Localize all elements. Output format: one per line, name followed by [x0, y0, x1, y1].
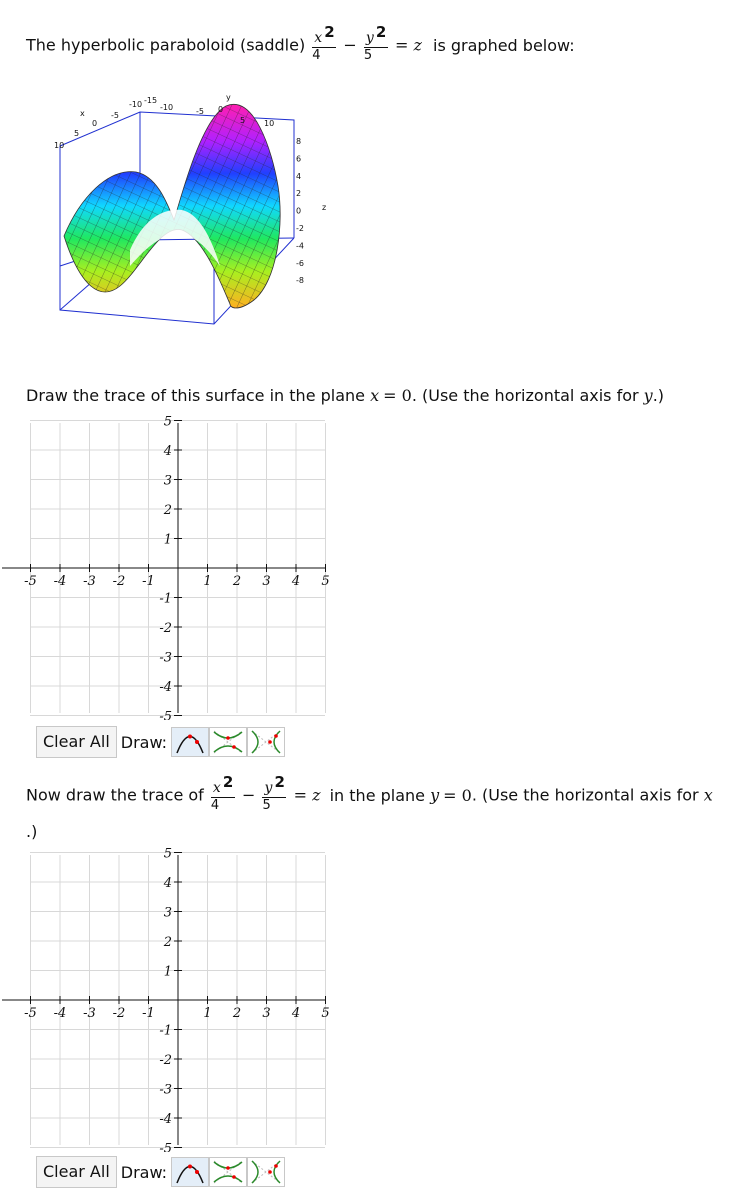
saddle-svg: [40, 90, 340, 365]
x-axis-label-3d: x: [80, 109, 85, 118]
x-tick-label: 3: [262, 1006, 271, 1021]
graph-1-canvas[interactable]: [0, 415, 340, 720]
x-tick-3d: 5: [74, 129, 80, 138]
x-tick-label: -4: [53, 574, 67, 589]
y-tick-label: 5: [163, 415, 172, 430]
z-tick-3d: -2: [296, 224, 304, 233]
hyperbola-horizontal-icon: [248, 728, 284, 756]
x-fraction: x 2 4: [312, 23, 335, 63]
x-tick-3d: -15: [144, 96, 158, 105]
x-tick-label: -3: [83, 1006, 96, 1021]
z-tick-3d: 4: [296, 171, 302, 181]
intro-suffix: is graphed below:: [433, 35, 575, 55]
y-tick-label: -2: [159, 1053, 172, 1068]
y-tick-label: -4: [159, 680, 172, 695]
y-tick-label: -1: [159, 1023, 172, 1039]
y-tick-label: -4: [159, 1112, 172, 1127]
toolbar-2: [36, 1157, 285, 1187]
y-tick-label: -2: [159, 621, 172, 636]
z-tick-3d: 2: [296, 189, 302, 199]
intro-line: The hyperbolic paraboloid (saddle) x 2 4 − y 2 5 = z is graphed below:: [26, 23, 575, 63]
y-tick-label: 4: [163, 876, 172, 891]
x-tick-label: -2: [112, 1006, 126, 1021]
y-tick-3d: -10: [160, 103, 174, 112]
y-tick-label: -5: [159, 1141, 172, 1152]
z-axis-label-3d: z: [322, 203, 327, 212]
x-tick-label: 2: [232, 1006, 242, 1021]
y-tick-label: 2: [163, 503, 172, 518]
hyperbola-horizontal-tool-2[interactable]: [247, 1157, 285, 1187]
toolbar-1: [36, 727, 285, 757]
question-2-end: .): [26, 822, 38, 841]
parabola-tool-2[interactable]: [171, 1157, 209, 1187]
x-tick-3d: -10: [129, 100, 143, 109]
x-tick-label: -5: [24, 574, 37, 589]
x-tick-3d: 10: [54, 141, 65, 150]
x-tick-label: -1: [142, 1006, 155, 1021]
graph-2[interactable]: [0, 847, 340, 1152]
parabola-icon: [172, 1158, 208, 1186]
y-fraction-2: y 2 5: [262, 773, 285, 813]
parabola-icon: [172, 728, 208, 756]
z-tick-3d: 6: [296, 154, 302, 164]
x-tick-label: 1: [203, 574, 212, 589]
y-tick-label: 3: [163, 905, 172, 921]
hyperbola-horizontal-tool[interactable]: [247, 727, 285, 757]
y-tick-label: 1: [163, 964, 172, 980]
y-tick-label: 1: [163, 532, 172, 548]
y-tick-label: 3: [163, 473, 172, 489]
saddle-3d-plot: [40, 90, 340, 365]
y-axis-label-3d: y: [226, 93, 231, 102]
x-tick-label: 4: [291, 574, 301, 589]
y-tick-label: -3: [159, 1082, 172, 1098]
y-fraction: y 2 5: [363, 23, 387, 63]
x-tick-label: -1: [142, 574, 155, 589]
y-tick-3d: 0: [218, 105, 224, 114]
hyperbola-horizontal-icon: [248, 1158, 284, 1186]
x-tick-label: -3: [83, 574, 96, 589]
y-tick-label: -1: [159, 591, 172, 607]
z-tick-3d: -6: [296, 258, 304, 268]
intro-prefix: The hyperbolic paraboloid (saddle): [26, 35, 306, 55]
x-tick-label: 5: [321, 1006, 330, 1021]
graph-1[interactable]: [0, 415, 340, 720]
hyperbola-vertical-tool-2[interactable]: [209, 1157, 247, 1187]
y-tick-label: -3: [159, 650, 172, 666]
hyperbola-vertical-tool[interactable]: [209, 727, 247, 757]
x-tick-3d: -5: [111, 111, 119, 120]
y-tick-label: -5: [159, 709, 172, 720]
draw-label: Draw:: [120, 732, 168, 752]
y-tick-label: 5: [163, 847, 172, 862]
hyperbola-vertical-icon: [210, 1158, 246, 1186]
clear-all-button[interactable]: Clear All: [36, 726, 117, 758]
y-tick-3d: 5: [240, 116, 246, 125]
x-tick-3d: 0: [92, 119, 98, 128]
question-2: Now draw the trace of x 2 4 − y 2 5 = z in the plane y = 0. (Use the horizontal axis for x: [26, 773, 713, 813]
y-tick-label: 4: [163, 444, 172, 459]
y-tick-3d: 10: [264, 119, 275, 128]
draw-label-2: Draw:: [120, 1162, 168, 1182]
clear-all-button-2[interactable]: Clear All: [36, 1156, 117, 1188]
z-tick-3d: 0: [296, 206, 302, 216]
x-tick-label: 4: [291, 1006, 301, 1021]
x-tick-label: 2: [232, 574, 242, 589]
x-tick-label: -5: [24, 1006, 37, 1021]
x-tick-label: -2: [112, 574, 126, 589]
y-tick-label: 2: [163, 935, 172, 950]
z-tick-3d: -8: [296, 276, 304, 286]
z-tick-3d: 8: [296, 137, 302, 146]
question-1: Draw the trace of this surface in the plane x = 0. (Use the horizontal axis for y.): [26, 386, 665, 405]
parabola-tool[interactable]: [171, 727, 209, 757]
z-tick-3d: -4: [296, 241, 304, 251]
saddle-surface: [64, 104, 280, 308]
x-tick-label: -4: [53, 1006, 67, 1021]
y-tick-3d: -5: [196, 107, 204, 116]
x-tick-label: 1: [203, 1006, 212, 1021]
hyperbola-vertical-icon: [210, 728, 246, 756]
x-fraction-2: x 2 4: [210, 773, 234, 813]
graph-2-canvas[interactable]: [0, 847, 340, 1152]
x-tick-label: 5: [321, 574, 330, 589]
x-tick-label: 3: [262, 574, 271, 589]
